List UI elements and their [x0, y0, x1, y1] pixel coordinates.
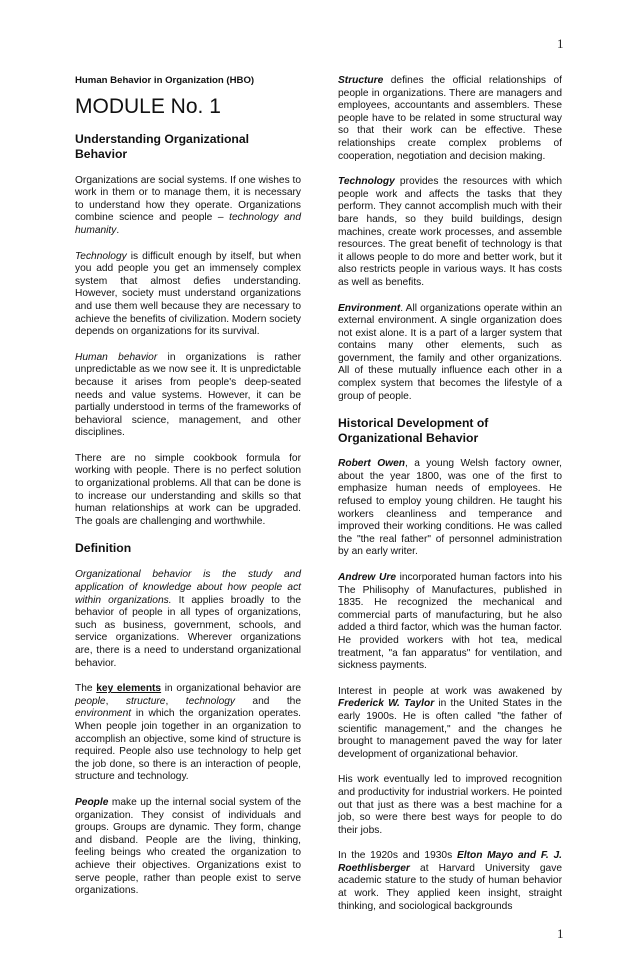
paragraph-andrew-ure: Andrew Ure incorporated human factors into his The Philisophy of Manufactures, published in 1835. He recognized the mechanical and commercial parts of manufacturing, but he also added a third factor, which was the human factor. He provided workers with hot tea, medical treatment, "a fan apparatus" for ventilation, and sickness payments. — [338, 572, 562, 672]
right-column — [338, 75, 562, 926]
page-number-top: 1 — [557, 36, 564, 51]
definition-heading: Definition — [75, 541, 132, 556]
course-title: Human Behavior in Organization (HBO) — [75, 75, 255, 86]
paragraph-technology: Technology provides the resources with which people work and affects the tasks that they perform. They cannot accomplish much with their bare hands, so they build buildings, design machines, create work processes, and assemble resources. The great benefit of technology is that it allows people to do more and better work, but it also restricts people in various ways. It has costs as well as benefits. — [338, 176, 562, 288]
paragraph-organizations: Organizations are social systems. If one wishes to work in them or to manage them, it is necessary to understand how they operate. Organizations combine science and people – technology and humanity. — [75, 174, 301, 236]
paragraph-environment: Environment. All organizations operate within an external environment. A single organization does not exist alone. It is a part of a larger system that contains many other elements, such as government, the family and other organizations. All of these mutually influence each other in a complex system that becomes the lifestyle of a group of people. — [338, 302, 562, 402]
paragraph-technology-intro: Technology is difficult enough by itself, but when you add people you get an immensely complex system that almost defies understanding. However, society must understand organizations and use them well because they are necessary to achieve the benefits of civilization. Modern society depends on organizations for its survival. — [75, 250, 301, 338]
history-heading: Historical Development of Organizational Behavior — [338, 416, 489, 446]
paragraph-key-elements: The key elements in organizational behavior are people, structure, technology and the environment in which the organization operates. When people join together in an organization to accomplish an objective, some kind of structure is required. People also use technology to help get the job done, so there is an interaction of people, structure and technology. — [75, 683, 302, 783]
paragraph-robert-owen: Robert Owen, a young Welsh factory owner, about the year 1800, was one of the first to emphasize human needs of employees. He refused to employ young children. He taught his workers cleanliness and temperance and improved their working conditions. He was called the "the real father" of personnel administration by an early writer. — [338, 458, 562, 558]
paragraph-structure: Structure defines the official relationships of people in organizations. There are managers and employees, accountants and assemblers. These people have to be related in some structural way so that their work can be effective. These relationships create complex problems of cooperation, negotiation and decision making. — [338, 75, 562, 162]
paragraph-recognition: His work eventually led to improved recognition and productivity for industrial workers. He pointed out that just as there was a best machine for a job, so were there best ways for people to do their jobs. — [338, 774, 562, 836]
paragraph-human-behavior: Human behavior in organizations is rather unpredictable as we now see it. It is unpredictable because it arises from people's deep-seated needs and value systems. However, it can be partially understood in terms of the frameworks of behavioral science, management, and other disciplines. — [75, 351, 301, 439]
paragraph-mayo: In the 1920s and 1930s Elton Mayo and F. J. Roethlisberger at Harvard University gave academic stature to the study of human behavior at work. They applied keen insight, straight thinking, and sociological backgrounds — [338, 850, 563, 912]
left-column — [75, 75, 301, 911]
page-number-bottom: 1 — [557, 926, 564, 941]
paragraph-people: People make up the internal social system of the organization. They consist of individuals and groups. Groups are dynamic. They form, change and disband. People are the living, thinking, feeling beings who created the organization to achieve their objectives. Organizations exist to serve people, rather than people exist to serve organizations. — [75, 796, 301, 897]
section-heading: Understanding Organizational Behavior — [75, 131, 250, 161]
module-title: MODULE No. 1 — [75, 94, 221, 118]
paragraph-taylor: Interest in people at work was awakened by Frederick W. Taylor in the United States in the early 1900s. He is often called "the father of scientific management," and the changes he brought to management paved the way for later development of organizational behavior. — [338, 685, 562, 760]
paragraph-definition: Organizational behavior is the study and application of knowledge about how people act within organizations. It applies broadly to the behavior of people in all types of organizations, such as business, government, schools, and service organizations. Wherever organizations are, there is a need to understand organizational behavior. — [75, 569, 301, 669]
paragraph-cookbook: There are no simple cookbook formula for working with people. There is no perfect solution to organizational problems. All that can be done is to increase our understanding and skills so that human relationships at work can be upgraded. The goals are challenging and worthwhile. — [75, 452, 301, 527]
